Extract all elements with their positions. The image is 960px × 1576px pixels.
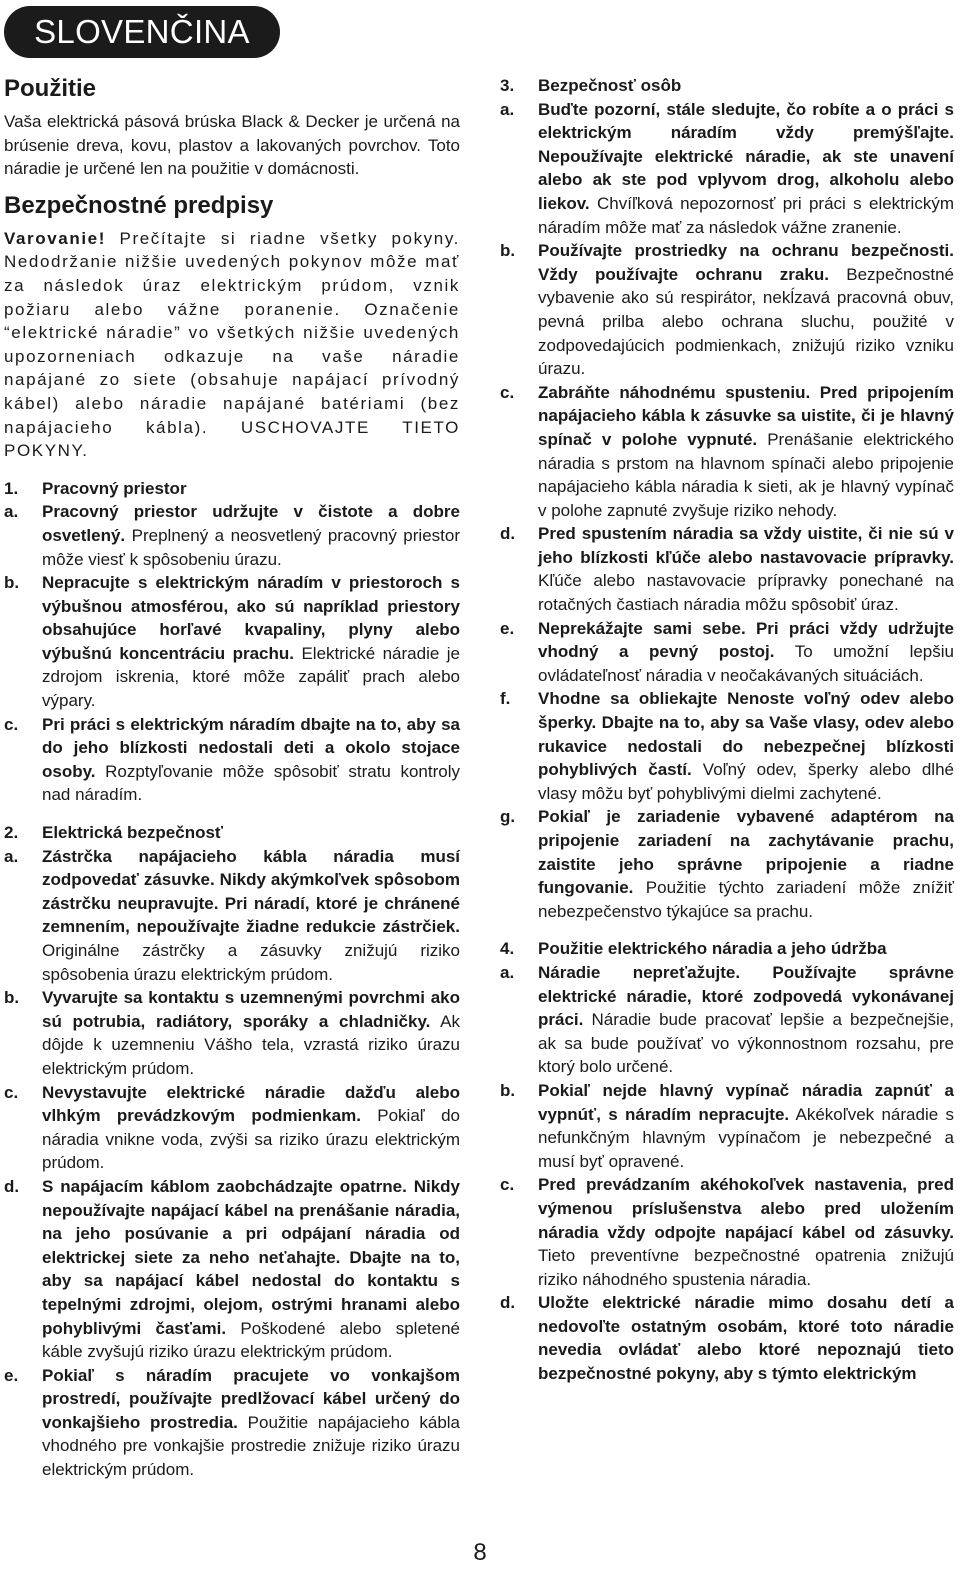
item-bold-text: Nevystavujte elektrické náradie dažďu alebo vlhkým prevádzkovým podmienkam. [42, 1082, 460, 1126]
item-text: Použitie napájacieho kábla vhodného pre vonkajšie prostredie znižuje riziko úrazu elektrickým prúdom. [42, 1412, 460, 1480]
list-item [500, 522, 954, 616]
list-item [500, 239, 954, 381]
item-letter: b. [4, 988, 20, 1008]
item-bold-text: Vhodne sa obliekajte Nenoste voľný odev alebo šperky. Dbajte na to, aby sa Vaše vlasy, odev alebo rukavice nedostali do nebezpečnej blízkosti pohyblivých častí. [538, 689, 954, 780]
item-letter: a. [500, 962, 515, 982]
list-item [500, 1173, 954, 1291]
list-item [4, 1175, 460, 1364]
item-text: Poškodené alebo spletené káble zvyšujú riziko úrazu elektrickým prúdom. [42, 1318, 460, 1362]
item-letter: b. [4, 573, 20, 593]
item-body [538, 1291, 954, 1385]
item-body [538, 687, 954, 805]
item-letter: a. [500, 99, 515, 119]
section-1 [4, 477, 460, 807]
language-badge: SLOVENČINA [4, 6, 280, 58]
list-item [4, 986, 460, 1080]
item-body [42, 1081, 460, 1175]
list-item [500, 617, 954, 688]
item-bold-text: Používajte prostriedky na ochranu bezpečnosti. Vždy používajte ochranu zraku. [538, 241, 954, 284]
item-text: Elektrické náradie je zdrojom iskrenia, ktoré môže zapáliť prach alebo výpary. [42, 643, 460, 711]
item-letter: a. [4, 846, 19, 866]
item-body [538, 522, 954, 616]
item-bold-text: Neprekážajte sami sebe. Pri práci vždy udržujte vhodný a pevný postoj. [538, 618, 954, 662]
list-item [500, 805, 954, 923]
item-letter: b. [500, 241, 516, 261]
item-letter: d. [500, 1293, 516, 1313]
list-item [4, 845, 460, 987]
section-number: 3. [500, 76, 515, 95]
item-text: Rozptyľovanie môže spôsobiť stratu kontroly nad náradím. [42, 761, 460, 805]
item-letter: f. [500, 689, 511, 709]
item-body [42, 713, 460, 807]
item-bold-text: Pred spustením náradia sa vždy uistite, či nie sú v jeho blízkosti kľúče alebo nastavovacie prípravky. [538, 524, 954, 567]
section-heading [4, 477, 460, 501]
item-bold-text: Pokiaľ s náradím pracujete vo vonkajšom prostredí, používajte predlžovací kábel určený do vonkajšieho prostredia. [42, 1365, 460, 1432]
item-body [42, 845, 460, 987]
warning-text: Prečítajte si riadne všetky pokyny. Nedodržanie nižšie uvedených pokynov môže mať za následok úraz elektrickým prúdom, vznik požiaru alebo vážne poranenie. Označenie “elektrické náradie” vo všetkých nižšie uvedených upozorneniach odkazuje na vaše náradie napájané zo siete (obsahuje napájací prívodný kábel) alebo náradie napájané batériami (bez napájacieho kábla). USCHOVAJTE TIETO POKYNY. [4, 228, 460, 461]
list-item [4, 713, 460, 807]
list-item [500, 381, 954, 523]
item-body [42, 986, 460, 1080]
item-text: Chvíľková nepozornosť pri práci s elektrickým náradím môže mať za následok vážne zranenie. [538, 193, 954, 237]
item-letter: a. [4, 502, 19, 522]
safety-heading: Bezpečnostné predpisy [4, 191, 274, 219]
item-body [538, 805, 954, 923]
item-text: Akékoľvek náradie s nefunkčným hlavným vypínačom je nebezpečné a musí byť opravené. [538, 1104, 954, 1171]
item-text: Prenášanie elektrického náradia s prstom na hlavnom spínači alebo pripojenie napájacieho kábla náradia k sieti, ak je hlavný vypínač v polohe zapnuté zvyšuje riziko nehody. [538, 429, 954, 520]
item-bold-text: Pokiaľ je zariadenie vybavené adaptérom na pripojenie zariadení na zachytávanie prachu, zaistite jeho správne pripojenie a riadne fungovanie. [538, 807, 954, 898]
item-bold-text: Pokiaľ nejde hlavný vypínač náradia zapnúť a vypnúť, s náradím nepracujte. [538, 1080, 954, 1124]
right-column [500, 74, 954, 1386]
item-letter: b. [500, 1080, 516, 1100]
list-item [500, 1291, 954, 1385]
item-bold-text: Zabráňte náhodnému spusteniu. Pred pripojením napájacieho kábla k zásuvke sa uistite, či je hlavný spínač v polohe vypnuté. [538, 382, 954, 449]
warning-label: Varovanie! [4, 228, 106, 248]
item-bold-text: Vyvarujte sa kontaktu s uzemnenými povrchmi ako sú potrubia, radiátory, sporáky a chladničky. [42, 988, 460, 1031]
item-letter: d. [500, 524, 516, 544]
section-title: Elektrická bezpečnosť [42, 823, 224, 843]
section-2 [4, 821, 460, 1482]
item-letter: d. [4, 1176, 20, 1196]
list-item [500, 1079, 954, 1173]
item-bold-text: Nepracujte s elektrickým náradím v priestoroch s výbušnou atmosférou, ako sú napríklad priestory obsahujúce horľavé kvapaliny, plyny alebo výbušnú koncentráciu prachu. [42, 573, 460, 663]
item-text: Tieto preventívne bezpečnostné opatrenia znižujú riziko náhodného spustenia náradia. [538, 1246, 954, 1289]
item-text: Ak dôjde k uzemneniu Vášho tela, vzrastá riziko úrazu elektrickým prúdom. [42, 1011, 460, 1078]
section-4 [500, 937, 954, 1385]
item-bold-text: S napájacím káblom zaobchádzajte opatrne. Nikdy nepoužívajte napájací kábel na prenášanie náradia, na jeho posúvanie a pri odpájaní náradia od elektrickej siete za neho neťahajte. Dbajte na to, aby sa napájací kábel nedostal do kontaktu s tepelnými zdrojmi, olejom, ostrými hranami alebo pohyblivými časťami. [42, 1176, 460, 1338]
section-heading [4, 821, 460, 845]
left-column [4, 74, 460, 1482]
item-letter: e. [4, 1365, 19, 1385]
usage-heading: Použitie [4, 75, 97, 102]
item-letter: g. [500, 807, 516, 827]
list-item [4, 500, 460, 571]
item-letter: c. [500, 382, 515, 402]
item-body [538, 381, 954, 523]
section-title: Bezpečnosť osôb [538, 76, 682, 95]
item-body [538, 617, 954, 688]
list-item [4, 1081, 460, 1175]
item-bold-text: Pred prevádzaním akéhokoľvek nastavenia, pred výmenou príslušenstva alebo pred uložením náradia vždy odpojte napájací kábel od zásuvky. [538, 1175, 954, 1242]
list-item [4, 571, 460, 713]
section-title: Použitie elektrického náradia a jeho údržba [538, 939, 887, 959]
item-text: Náradie bude pracovať lepšie a bezpečnejšie, ak sa bude používať vo výkonnostnom rozsahu, pre ktorý bolo určené. [538, 1010, 954, 1077]
item-text: Pokiaľ do náradia vnikne voda, zvýši sa riziko úrazu elektrickým prúdom. [42, 1106, 460, 1173]
item-bold-text: Náradie nepreťažujte. Používajte správne elektrické náradie, ktoré zodpovedá vykonávanej práci. [538, 962, 954, 1030]
item-text: To umožní lepšiu ovládateľnosť náradia v neočakávaných situáciách. [538, 642, 954, 685]
list-item [500, 961, 954, 1079]
item-body [42, 1364, 460, 1482]
item-bold-text: Uložte elektrické náradie mimo dosahu detí a nedovoľte ostatným osobám, ktoré toto náradie nevedia ovládať alebo ktoré nepoznajú tieto bezpečnostné pokyny, aby s týmto elektrickým [538, 1293, 954, 1384]
list-item [500, 98, 954, 240]
section-title: Pracovný priestor [42, 478, 187, 498]
item-body [538, 1173, 954, 1291]
section-heading [500, 937, 954, 961]
section-number: 4. [500, 939, 515, 959]
item-text: Voľný odev, šperky alebo dlhé vlasy môžu byť pohyblivými dielmi zachytené. [538, 760, 954, 803]
section-3 [500, 74, 954, 923]
item-text: Kľúče alebo nastavovacie prípravky ponechané na rotačných častiach náradia môžu spôsobiť úraz. [538, 571, 954, 615]
item-bold-text: Buďte pozorní, stále sledujte, čo robíte a o práci s elektrickým náradím vždy premýšľajte. Nepoužívajte elektrické náradie, ak ste unavení alebo ak ste pod vplyvom drog, alkoholu alebo liekov. [538, 99, 954, 213]
usage-text: Vaša elektrická pásová brúska Black & Decker je určená na brúsenie dreva, kovu, plastov a lakovaných povrchov. Toto náradie je určené len na použitie v domácnosti. [4, 112, 460, 179]
item-text: Preplnený a neosvetlený pracovný priestor môže viesť k spôsobeniu úrazu. [42, 525, 460, 569]
page-number: 8 [473, 1539, 487, 1566]
item-text: Bezpečnostné vybavenie ako sú respirátor, nekĺzavá pracovná obuv, pevná prilba alebo ochrana sluchu, použité v zodpovedajúcich podmienkach, znižujú riziko vzniku úrazu. [538, 264, 954, 379]
item-text: Originálne zástrčky a zásuvky znižujú riziko spôsobenia úrazu elektrickým prúdom. [42, 941, 460, 984]
item-bold-text: Pri práci s elektrickým náradím dbajte na to, aby sa do jeho blízkosti nedostali deti a okolo stojace osoby. [42, 714, 460, 781]
item-body [42, 571, 460, 713]
item-letter: c. [500, 1175, 515, 1195]
item-body [42, 1175, 460, 1364]
list-item [4, 1364, 460, 1482]
item-body [538, 98, 954, 240]
section-number: 2. [4, 823, 19, 843]
item-letter: e. [500, 618, 515, 638]
item-body [538, 239, 954, 381]
list-item [500, 687, 954, 805]
section-heading [500, 74, 954, 98]
item-letter: c. [4, 1082, 19, 1102]
warning-paragraph [4, 227, 460, 463]
item-body [42, 500, 460, 571]
item-bold-text: Zástrčka napájacieho kábla náradia musí zodpovedať zásuvke. Nikdy akýmkoľvek spôsobom zástrčku neupravujte. Pri náradí, ktoré je chránené zemnením, nepoužívajte žiadne redukcie zástrčiek. [42, 846, 460, 937]
item-body [538, 1079, 954, 1173]
item-bold-text: Pracovný priestor udržujte v čistote a dobre osvetlený. [42, 502, 460, 545]
section-number: 1. [4, 478, 19, 498]
item-text: Použitie týchto zariadení môže znížiť nebezpečenstvo týkajúce sa prachu. [538, 878, 954, 921]
item-body [538, 961, 954, 1079]
item-letter: c. [4, 714, 19, 734]
